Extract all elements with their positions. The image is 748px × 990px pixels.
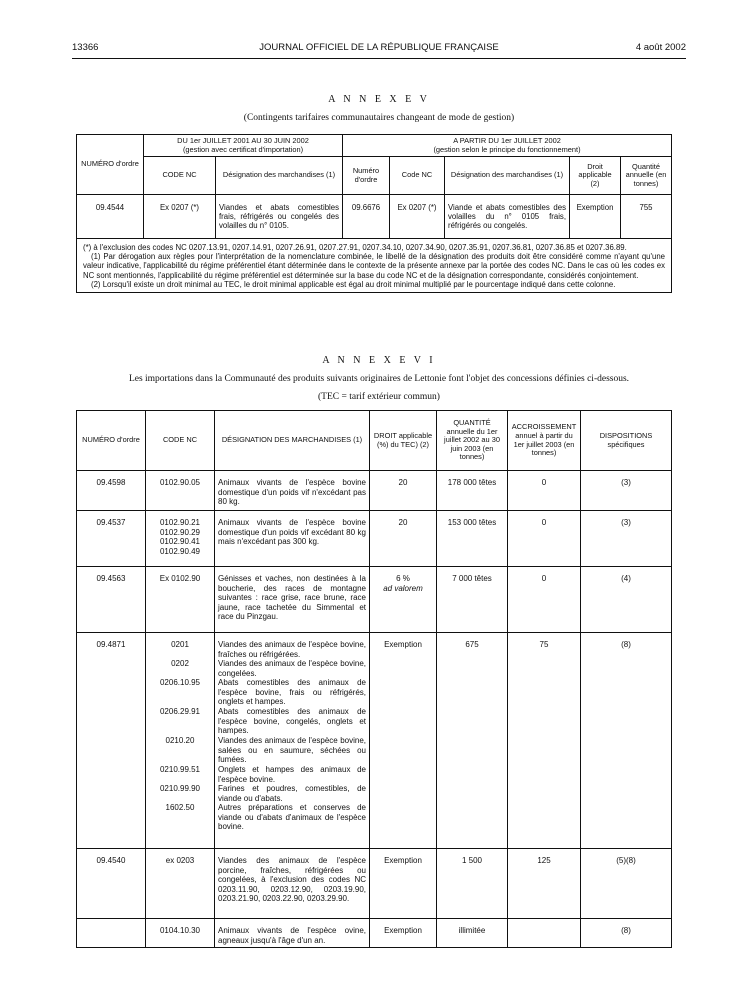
table-row [77, 567, 672, 633]
cell-droit [370, 511, 437, 567]
droit-sub: ad valorem [383, 583, 423, 593]
cell-numero: 09.4563 [77, 567, 146, 633]
cell-numero: 09.4540 [77, 849, 146, 919]
annex5-title: A N N E X E V [328, 94, 430, 105]
code-nc: 0104.10.30 [159, 926, 201, 935]
cell-dispositions: (5)(8) [581, 849, 672, 919]
footnote: (2) Lorsqu'il existe un droit minimal au TEC, le droit minimal applicable est égal au droit minimal multiplié par le pourcentage indiqué dans cette colonne. [91, 279, 616, 289]
cell-droit [370, 919, 437, 948]
col-codenc: CODE NC [146, 411, 215, 471]
col-accroissement: ACCROISSEMENT annuel à partir du 1er juillet 2003 (en tonnes) [508, 411, 581, 471]
col-droit: Droit applicable (2) [570, 157, 621, 195]
header-rule [72, 58, 686, 59]
cell-designation [215, 633, 370, 849]
col-designation: Désignation des marchandises (1) [216, 157, 343, 195]
col-quantite: QUANTITÉ annuelle du 1er juillet 2002 au 30 juin 2003 (en tonnes) [437, 411, 508, 471]
code-nc: 1602.50 [165, 803, 195, 812]
cell-dispositions: (8) [581, 633, 672, 849]
cell-code2: Ex 0207 (*) [390, 195, 445, 239]
code-nc: 0102.90.21 0102.90.29 0102.90.41 0102.90.49 [159, 518, 201, 556]
designation: Abats comestibles des animaux de l'espèce bovine, congelés, onglets et hampes. [218, 707, 366, 736]
cell-numero: 09.4537 [77, 511, 146, 567]
cell-quantite: 1 500 [437, 849, 508, 919]
droit-value: 6 % [396, 574, 410, 583]
cell-designation [215, 511, 370, 567]
col-numero2: Numéro d'ordre [343, 157, 390, 195]
cell-accroissement: 125 [508, 849, 581, 919]
cell-designation [215, 471, 370, 511]
annex5-footnotes [77, 239, 672, 293]
code-nc: 0102.90.05 [159, 478, 201, 487]
col-droit: DROIT applicable (%) du TEC) (2) [370, 411, 437, 471]
group2-header: A PARTIR DU 1er JUILLET 2002 (gestion selon le principe du fonctionnement) [343, 135, 672, 157]
table-row [77, 919, 672, 948]
table-row [77, 633, 672, 849]
cell-accroissement [508, 919, 581, 948]
cell-code [146, 567, 215, 633]
cell-dispositions: (8) [581, 919, 672, 948]
cell-accroissement: 0 [508, 567, 581, 633]
designation: Onglets et hampes des animaux de l'espèce bovine. [218, 765, 366, 784]
cell-numero: 09.4544 [77, 195, 144, 239]
code-nc: Ex 0102.90 [159, 574, 201, 583]
code-nc: 0201 [171, 640, 189, 649]
code-nc: 0206.10.95 [159, 678, 201, 687]
tec-note: (TEC = tarif extérieur commun) [318, 392, 440, 402]
annex5-table [76, 134, 672, 293]
page-header [72, 42, 686, 56]
code-nc: 0202 [171, 659, 189, 668]
cell-code [146, 919, 215, 948]
cell-dispositions: (3) [581, 471, 672, 511]
cell-designation2: Viande et abats comestibles des volailles du n° 0105 frais, réfrigérés ou congelés. [445, 195, 570, 239]
designation: Viandes des animaux de l'espèce bovine, congelées. [218, 659, 366, 678]
table-row [77, 195, 672, 239]
cell-quantite: 7 000 têtes [437, 567, 508, 633]
col-numero: NUMÉRO d'ordre [77, 135, 144, 195]
col-designation2: Désignation des marchandises (1) [445, 157, 570, 195]
cell-droit [370, 849, 437, 919]
designation: Génisses et vaches, non destinées à la boucherie, des races de montagne suivantes : race grise, race brune, race jaune, race tachetée du Simmental et race du Pinzgau. [218, 574, 366, 622]
cell-numero: 09.4598 [77, 471, 146, 511]
code-nc: ex 0203 [165, 856, 195, 865]
col-dispositions: DISPOSITIONS spécifiques [581, 411, 672, 471]
journal-title: JOURNAL OFFICIEL DE LA RÉPUBLIQUE FRANÇAISE [259, 42, 499, 53]
col-quantite: Quantité annuelle (en tonnes) [621, 157, 672, 195]
annex6-table [76, 410, 672, 948]
code-nc: 0206.29.91 [159, 707, 201, 716]
col-codenc: CODE NC [144, 157, 216, 195]
footnote: (*) à l'exclusion des codes NC 0207.13.91, 0207.14.91, 0207.26.91, 0207.27.91, 0207.34.10, 0207.34.90, 0207.35.91, 0207.36.81, 0207.36.85 et 0207.36.89. [83, 243, 627, 253]
droit-value: 20 [398, 518, 408, 527]
page-number: 13366 [72, 42, 99, 53]
cell-numero2: 09.6676 [343, 195, 390, 239]
cell-code [146, 633, 215, 849]
cell-accroissement: 75 [508, 633, 581, 849]
cell-dispositions: (3) [581, 511, 672, 567]
designation: Animaux vivants de l'espèce bovine domestique d'un poids vif n'excédant pas 80 kg. [218, 478, 366, 507]
group1-header: DU 1er JUILLET 2001 AU 30 JUIN 2002 (gestion avec certificat d'importation) [144, 135, 343, 157]
cell-code: Ex 0207 (*) [144, 195, 216, 239]
cell-droit [370, 471, 437, 511]
table-row [77, 849, 672, 919]
cell-designation [215, 849, 370, 919]
droit-value: Exemption [384, 926, 422, 935]
table-row [77, 471, 672, 511]
designation: Abats comestibles des animaux de l'espèce bovine, frais ou réfrigérés, onglets et hampes. [218, 678, 366, 707]
annex5-subtitle: (Contingents tarifaires communautaires changeant de mode de gestion) [243, 113, 515, 123]
cell-code [146, 471, 215, 511]
cell-droit: Exemption [570, 195, 621, 239]
droit-value: 20 [398, 478, 408, 487]
designation: Viandes des animaux de l'espèce porcine, fraîches, réfrigérées ou congelées, à l'exclusion des codes NC 0203.11.90, 0203.12.90, 0203.19.90, 0203.21.90, 0203.22.90, 0203.29.90. [218, 856, 366, 904]
designation: Viandes des animaux de l'espèce bovine, fraîches ou réfrigérées. [218, 640, 366, 659]
cell-code [146, 511, 215, 567]
cell-designation [215, 567, 370, 633]
annex6-intro: Les importations dans la Communauté des produits suivants originaires de Lettonie font l'objet des concessions définies ci-dessous. [128, 374, 630, 384]
col-designation: DÉSIGNATION DES MARCHANDISES (1) [215, 411, 370, 471]
annex6-title: A N N E X E V I [322, 355, 436, 366]
droit-value: Exemption [384, 640, 422, 649]
cell-quantite: illimitée [437, 919, 508, 948]
designation: Autres préparations et conserves de viande ou d'abats d'animaux de l'espèce bovine. [218, 803, 366, 832]
cell-quantite: 755 [621, 195, 672, 239]
cell-droit [370, 567, 437, 633]
designation: Animaux vivants de l'espèce bovine domestique d'un poids vif excédant 80 kg mais n'excédant pas 300 kg. [218, 518, 366, 547]
col-numero: NUMÉRO d'ordre [77, 411, 146, 471]
cell-numero [77, 919, 146, 948]
designation: Animaux vivants de l'espèce ovine, agneaux jusqu'à l'âge d'un an. [218, 926, 366, 945]
droit-value: Exemption [384, 856, 422, 865]
cell-accroissement: 0 [508, 471, 581, 511]
code-nc: 0210.99.51 [159, 765, 201, 774]
cell-code [146, 849, 215, 919]
footnote: (1) Par dérogation aux règles pour l'interprétation de la nomenclature combinée, le libellé de la désignation des produits doit être considéré comme n'ayant qu'une valeur indicative, l'applicabilité du régime préférentiel étant déterminée dans le contexte de la présente annexe par la portée des codes NC. Dans le cas où les codes ex NC sont mentionnés, l'applicabilité du régime préférentiel est déterminée sur la base du code NC et de la désignation correspondante, considérés conjointement. [83, 252, 665, 280]
cell-numero: 09.4871 [77, 633, 146, 849]
cell-quantite: 153 000 têtes [437, 511, 508, 567]
cell-quantite: 178 000 têtes [437, 471, 508, 511]
designation: Farines et poudres, comestibles, de viande ou d'abats. [218, 784, 366, 803]
cell-designation: Viandes et abats comestibles frais, réfrigérés ou congelés des volailles du n° 0105. [216, 195, 343, 239]
col-codenc2: Code NC [390, 157, 445, 195]
code-nc: 0210.99.90 [159, 784, 201, 793]
table-row [77, 511, 672, 567]
cell-quantite: 675 [437, 633, 508, 849]
code-nc: 0210.20 [165, 736, 195, 745]
cell-dispositions: (4) [581, 567, 672, 633]
cell-designation [215, 919, 370, 948]
designation: Viandes des animaux de l'espèce bovine, salées ou en saumure, séchées ou fumées. [218, 736, 366, 765]
cell-droit [370, 633, 437, 849]
issue-date: 4 août 2002 [635, 42, 686, 53]
cell-accroissement: 0 [508, 511, 581, 567]
